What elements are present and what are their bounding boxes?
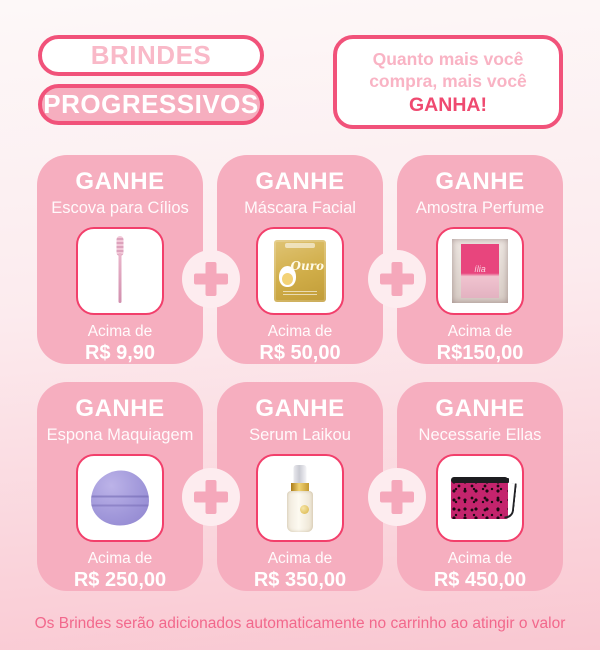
gold-face-mask-image xyxy=(258,229,342,313)
mask-fine-print xyxy=(283,291,317,297)
perfume-card xyxy=(461,244,499,298)
product-image-box xyxy=(256,454,344,542)
plus-icon xyxy=(182,468,240,526)
card-product-name: Serum Laikou xyxy=(249,426,351,444)
card-condition: Acima de xyxy=(267,323,333,340)
card-condition: Acima de xyxy=(447,550,513,567)
title-badge-progressivos xyxy=(38,84,264,125)
serum-dropper-cap xyxy=(294,465,307,484)
plus-icon xyxy=(368,250,426,308)
product-image-box xyxy=(76,454,164,542)
card-condition: Acima de xyxy=(447,323,513,340)
card-price: R$ 250,00 xyxy=(73,569,167,591)
card-price: R$150,00 xyxy=(436,342,524,364)
offer-card-serum-laikou xyxy=(217,382,383,591)
card-product-name: Escova para Cílios xyxy=(51,199,189,217)
card-title: GANHE xyxy=(255,168,345,195)
promo-line1: Quanto mais você xyxy=(372,49,524,69)
plus-glyph xyxy=(194,262,228,296)
plus-glyph xyxy=(380,480,414,514)
eyelash-brush-image xyxy=(78,229,162,313)
card-product-name: Máscara Facial xyxy=(244,199,356,217)
card-title: GANHE xyxy=(75,168,165,195)
card-title: GANHE xyxy=(255,395,345,422)
perfume-box xyxy=(452,239,508,303)
leopard-pouch-image xyxy=(438,456,522,540)
plus-icon xyxy=(182,250,240,308)
footer-note: Os Brindes serão adicionados automaticamente no carrinho ao atingir o valor xyxy=(34,615,566,632)
card-price: R$ 450,00 xyxy=(433,569,527,591)
perfume-sample-image xyxy=(438,229,522,313)
product-image-box xyxy=(256,227,344,315)
makeup-sponge-image xyxy=(78,456,162,540)
product-image-box xyxy=(76,227,164,315)
offer-card-esponja-maquiagem xyxy=(37,382,203,591)
title-badge-brindes xyxy=(38,35,264,76)
card-product-name: Necessarie Ellas xyxy=(418,426,542,444)
offer-card-amostra-perfume xyxy=(397,155,563,364)
card-condition: Acima de xyxy=(267,550,333,567)
header xyxy=(0,0,600,129)
plus-icon xyxy=(368,468,426,526)
offers-grid xyxy=(0,155,600,591)
mask-seal xyxy=(285,243,315,248)
card-price: R$ 350,00 xyxy=(253,569,347,591)
card-product-name: Espona Maquiagem xyxy=(46,426,194,444)
product-image-box xyxy=(436,454,524,542)
card-title: GANHE xyxy=(435,395,525,422)
card-condition: Acima de xyxy=(87,323,153,340)
serum-bottle-image xyxy=(258,456,342,540)
offer-card-escova-cilios xyxy=(37,155,203,364)
product-image-box xyxy=(436,227,524,315)
pouch-zipper xyxy=(451,477,508,483)
offer-card-mascara-facial xyxy=(217,155,383,364)
promo-highlight: GANHA! xyxy=(409,94,487,116)
perfume-brand-label: ília xyxy=(474,264,486,274)
promo-message-box xyxy=(333,35,563,129)
title-line2: PROGRESSIVOS xyxy=(43,89,259,119)
sponge-puff xyxy=(91,471,149,526)
card-title: GANHE xyxy=(435,168,525,195)
card-product-name: Amostra Perfume xyxy=(415,199,545,217)
pouch-body xyxy=(451,479,508,519)
serum-bottle-body xyxy=(287,491,313,532)
title-badges xyxy=(38,35,264,125)
brush-stick xyxy=(119,253,122,303)
card-title: GANHE xyxy=(75,395,165,422)
mask-label: Ouro xyxy=(290,259,324,273)
card-condition: Acima de xyxy=(87,550,153,567)
promo-line2: compra, mais você xyxy=(369,71,527,91)
plus-glyph xyxy=(194,480,228,514)
card-price: R$ 9,90 xyxy=(84,342,156,364)
card-price: R$ 50,00 xyxy=(259,342,341,364)
plus-glyph xyxy=(380,262,414,296)
title-line1: BRINDES xyxy=(90,40,212,70)
